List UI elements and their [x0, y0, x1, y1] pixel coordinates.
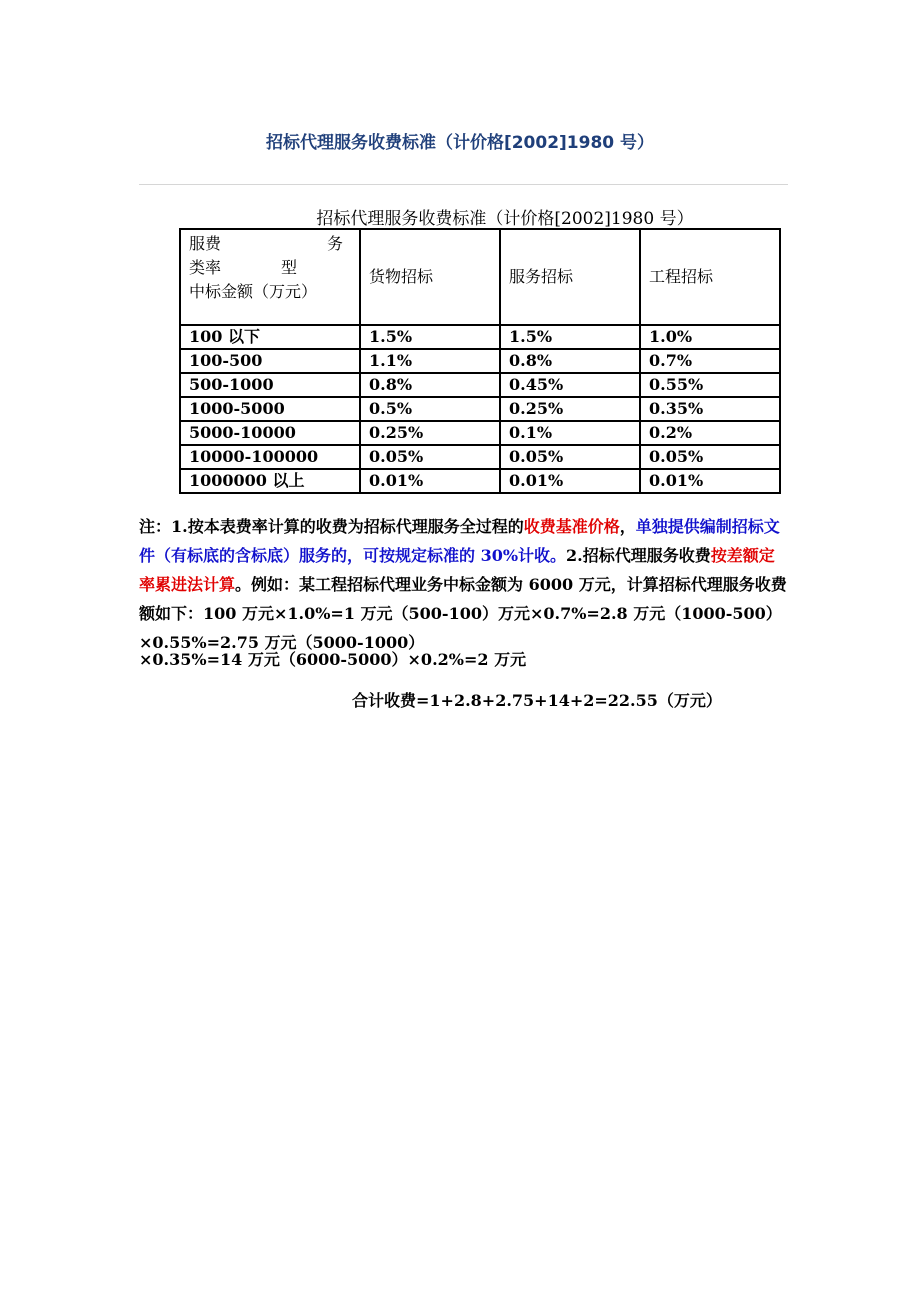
range-cell: 5000-10000	[180, 421, 360, 445]
table-caption: 招标代理服务收费标准（计价格[2002]1980 号）	[316, 209, 694, 229]
rate-cell: 0.7%	[640, 349, 780, 373]
table-row	[180, 349, 780, 373]
rate-cell: 1.5%	[500, 325, 640, 349]
rate-cell: 0.05%	[360, 445, 500, 469]
note-text: 注：1.按本表费率计算的收费为招标代理服务全过程的	[139, 517, 524, 536]
note-text: 。例如：某工程招标代理业务中标金额为 6000 万元，计算招标代理服务收费额如下：100 万元×1.0%=1 万元（500-100）万元×0.7%=2.8 万元（1000-500）×0.55%=2.75 万元（5000-1000）	[139, 575, 787, 652]
column-header-goods: 货物招标	[360, 229, 500, 325]
rate-cell: 0.25%	[360, 421, 500, 445]
rate-cell: 0.05%	[500, 445, 640, 469]
note-highlight-red: 按差额定率累进法计算	[139, 546, 775, 594]
range-cell: 500-1000	[180, 373, 360, 397]
table-row	[180, 373, 780, 397]
range-cell: 100 以下	[180, 325, 360, 349]
range-cell: 100-500	[180, 349, 360, 373]
column-header-services: 服务招标	[500, 229, 640, 325]
rate-cell: 1.0%	[640, 325, 780, 349]
page-title: 招标代理服务收费标准（计价格[2002]1980 号）	[265, 133, 655, 153]
table-row	[180, 469, 780, 493]
corner-label-top-left: 服费	[189, 234, 222, 253]
rate-cell: 0.8%	[360, 373, 500, 397]
corner-label-mid-left: 类率	[189, 258, 222, 277]
rate-cell: 1.1%	[360, 349, 500, 373]
rate-cell: 0.8%	[500, 349, 640, 373]
range-cell: 1000-5000	[180, 397, 360, 421]
note-highlight-red: 收费基准价格	[523, 517, 620, 536]
rate-cell: 0.35%	[640, 397, 780, 421]
range-cell: 1000000 以上	[180, 469, 360, 493]
table-row	[180, 421, 780, 445]
note-highlight-blue: 单独提供编制招标文件（有标底的含标底）服务的，可按规定标准的 30%计收。	[139, 517, 780, 565]
range-cell: 10000-100000	[180, 445, 360, 469]
rate-cell: 0.25%	[500, 397, 640, 421]
corner-label-top-right: 务	[327, 234, 344, 253]
rate-cell: 0.01%	[360, 469, 500, 493]
table-row	[180, 445, 780, 469]
formula-line: ×0.35%=14 万元（6000-5000）×0.2%=2 万元	[139, 650, 527, 669]
rate-cell: 0.55%	[640, 373, 780, 397]
table-row	[180, 397, 780, 421]
rate-cell: 0.01%	[500, 469, 640, 493]
note-text: ，	[619, 517, 636, 536]
column-header-engineering: 工程招标	[640, 229, 780, 325]
table-row	[180, 325, 780, 349]
note-paragraph	[139, 512, 790, 657]
corner-label-bottom: 中标金额（万元）	[189, 282, 318, 301]
corner-label-mid-right: 型	[281, 258, 298, 277]
total-line: 合计收费=1+2.8+2.75+14+2=22.55（万元）	[352, 691, 722, 710]
table-header-row	[180, 229, 780, 325]
rate-cell: 1.5%	[360, 325, 500, 349]
note-text: 2.招标代理服务收费	[566, 546, 711, 565]
rate-cell: 0.01%	[640, 469, 780, 493]
corner-header-cell	[180, 229, 360, 325]
rate-cell: 0.5%	[360, 397, 500, 421]
rate-cell: 0.05%	[640, 445, 780, 469]
fee-table	[179, 228, 781, 494]
rate-cell: 0.2%	[640, 421, 780, 445]
rate-cell: 0.1%	[500, 421, 640, 445]
divider	[139, 184, 788, 185]
rate-cell: 0.45%	[500, 373, 640, 397]
